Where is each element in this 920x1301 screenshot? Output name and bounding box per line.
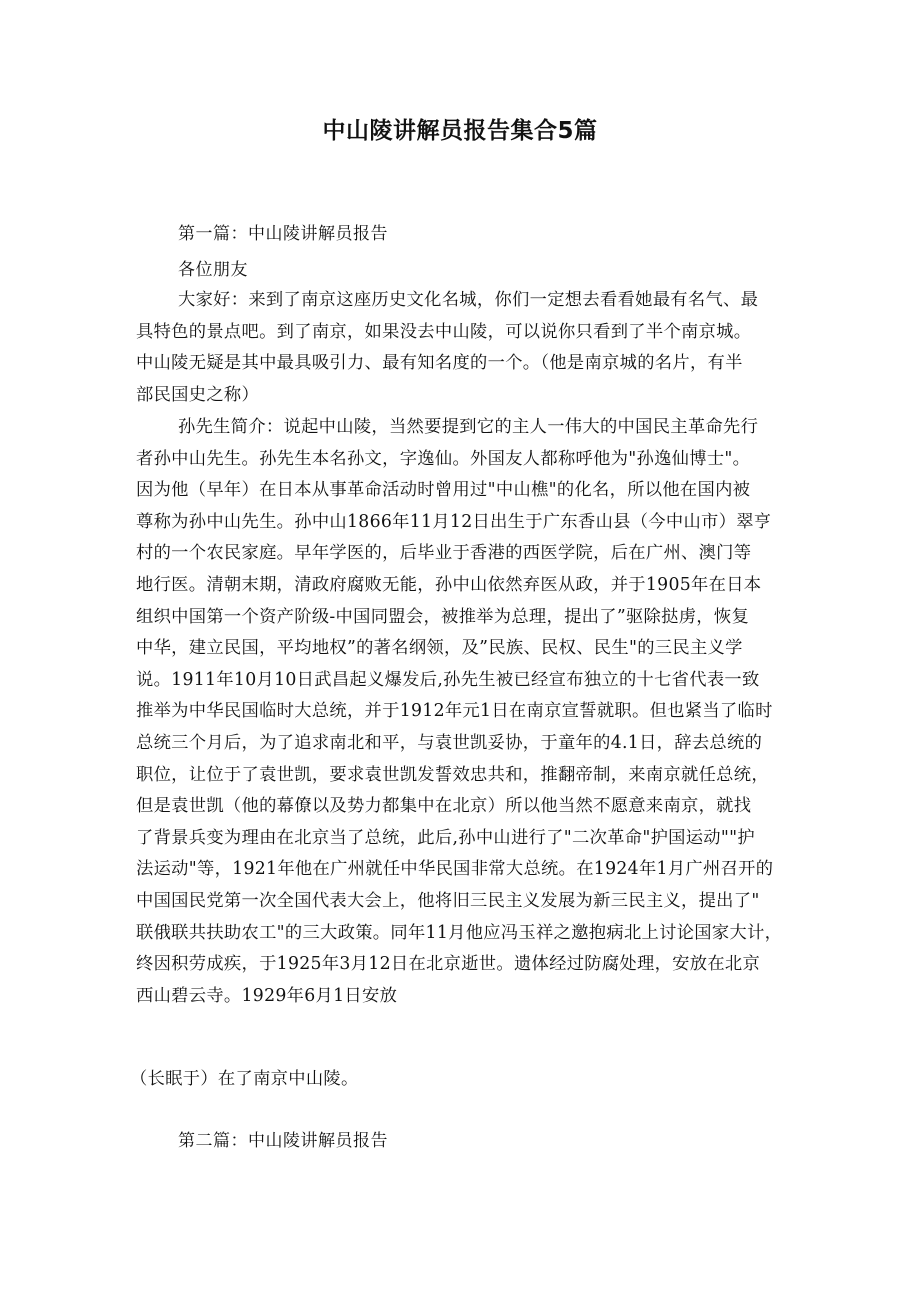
text-line: 终因积劳成疾，于1925年3月12日在北京逝世。遗体经过防腐处理，安放在北京 xyxy=(136,954,761,975)
text-line: 孙先生简介：说起中山陵，当然要提到它的主人一伟大的中国民主革命先行 xyxy=(178,417,759,437)
text-line: 中山陵无疑是其中最具吸引力、最有知名度的一个。（他是南京城的名片，有半 xyxy=(136,353,743,374)
text-line: 中国国民党第一次全国代表大会上，他将旧三民主义发展为新三民主义，提出了" xyxy=(136,890,760,911)
text-line: 具特色的景点吧。到了南京，如果没去中山陵，可以说你只看到了半个南京城。 xyxy=(136,321,752,342)
section-1-heading: 第一篇：中山陵讲解员报告 xyxy=(178,224,388,244)
text-line: 因为他（早年）在日本从事革命活动时曾用过"中山樵"的化名，所以他在国内被 xyxy=(136,480,751,501)
text-line: 说。1911年10月10日武昌起义爆发后,孙先生被已经宣布独立的十七省代表一致 xyxy=(136,669,760,690)
text-line: 尊称为孙中山先生。孙中山1866年11月12日出生于广东香山县（今中山市）翠亨 xyxy=(136,511,772,532)
text-line: 了背景兵变为理由在北京当了总统，此后,孙中山进行了"二次革命"护国运动""护 xyxy=(136,827,755,848)
text-line: 地行医。清朝末期，清政府腐败无能，孙中山依然弃医从政，并于1905年在日本 xyxy=(136,574,762,595)
paragraph-2 xyxy=(136,412,796,1012)
text-line: 职位，让位于了袁世凯，要求袁世凯发誓效忠共和，推翻帝制，来南京就任总统， xyxy=(136,764,769,785)
text-line: 者孙中山先生。孙先生本名孙文，字逸仙。外国友人都称呼他为"孙逸仙博士"。 xyxy=(136,448,751,469)
document-title: 中山陵讲解员报告集合5篇 xyxy=(322,118,598,144)
paragraph-1 xyxy=(136,285,796,411)
paragraph-tail-line: （长眠于）在了南京中山陵。 xyxy=(130,1069,359,1089)
text-line: 法运动"等，1921年他在广州就任中华民国非常大总统。在1924年1月广州召开的 xyxy=(136,859,774,880)
text-line: 西山碧云寺。1929年6月1日安放 xyxy=(136,985,398,1006)
text-line: 推举为中华民国临时大总统，并于1912年元1日在南京宣誓就职。但也紧当了临时 xyxy=(136,701,773,722)
text-line: 部民国史之称） xyxy=(136,384,260,405)
section-2-heading: 第二篇：中山陵讲解员报告 xyxy=(178,1131,388,1151)
text-line: 但是袁世凯（他的幕僚以及势力都集中在北京）所以他当然不愿意来南京，就找 xyxy=(136,796,752,817)
text-line: 联俄联共扶助农工"的三大政策。同年11月他应冯玉祥之邀抱病北上讨论国家大计， xyxy=(136,922,783,943)
text-line: 中华，建立民国，平均地权”的著名纲领，及”民族、民权、民生"的三民主义学 xyxy=(136,638,743,659)
text-line: 村的一个农民家庭。早年学医的，后毕业于香港的西医学院，后在广州、澳门等 xyxy=(136,543,752,564)
salutation: 各位朋友 xyxy=(178,260,248,280)
text-line: 大家好：来到了南京这座历史文化名城，你们一定想去看看她最有名气、最 xyxy=(178,290,759,310)
text-line: 组织中国第一个资产阶级-中国同盟会，被推举为总理，提出了”驱除挞虏，恢复 xyxy=(136,606,750,627)
text-line: 总统三个月后，为了追求南北和平，与袁世凯妥协，于童年的4.1日，辞去总统的 xyxy=(136,732,763,753)
